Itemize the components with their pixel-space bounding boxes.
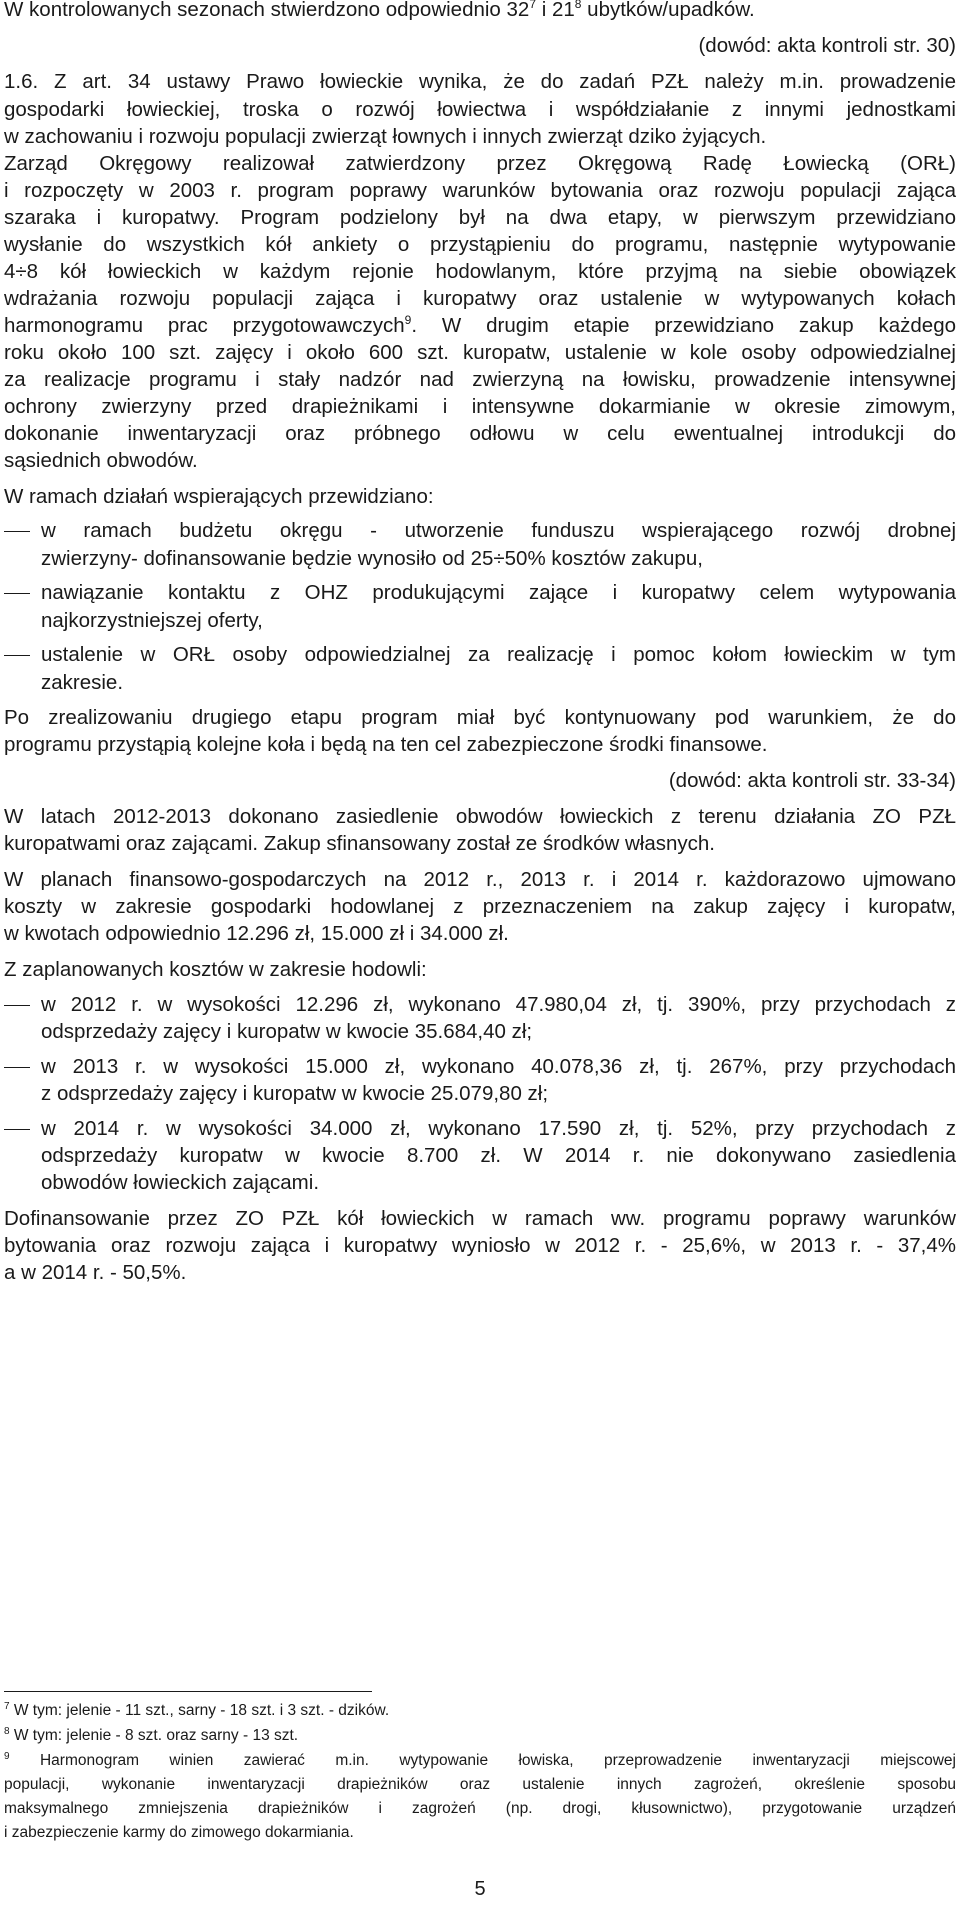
body-line: sąsiednich obwodów. <box>4 449 198 472</box>
list-item: odsprzedaży zajęcy i kuropatw w kwocie 35.684,40 zł; <box>41 1020 533 1043</box>
body-line: 4÷8 kół łowieckich w każdym rejonie hodowlanym, które przyjmą na siebie obowiązek <box>4 260 956 283</box>
body-line: wdrażania rozwoju populacji zająca i kuropatwy oraz ustalenie w wytypowanych kołach <box>4 287 956 310</box>
list-item: w ramach budżetu okręgu - utworzenie funduszu wspierającego rozwój drobnej <box>41 519 956 542</box>
body-line: W latach 2012-2013 dokonano zasiedlenie obwodów łowieckich z terenu działania ZO PZŁ <box>4 805 956 828</box>
body-line: bytowania oraz rozwoju zająca i kuropatwy wyniosło w 2012 r. - 25,6%, w 2013 r. - 37,4% <box>4 1234 956 1257</box>
footnote: $^9$ Harmonogram winien zawierać m.in. wytypowanie łowiska, przeprowadzenie inwentaryzacji miejscowej <box>4 1750 956 1769</box>
footnote-divider <box>4 1691 372 1692</box>
footnote-line: populacji, wykonanie inwentaryzacji drapieżników oraz ustalenie innych zagrożeń, określenie sposobu <box>4 1776 956 1793</box>
body-line: gospodarki łowieckiej, troska o rozwój łowiectwa i współdziałanie z innymi jednostkami <box>4 98 956 121</box>
list-item: nawiązanie kontaktu z OHZ produkującymi zające i kuropatwy celem wytypowania <box>41 581 956 604</box>
list-item: w 2013 r. w wysokości 15.000 zł, wykonano 40.078,36 zł, tj. 267%, przy przychodach <box>41 1055 956 1078</box>
body-line: Po zrealizowaniu drugiego etapu program miał być kontynuowany pod warunkiem, że do <box>4 706 956 729</box>
body-line: Z zaplanowanych kosztów w zakresie hodowli: <box>4 958 427 981</box>
list-item: w 2014 r. w wysokości 34.000 zł, wykonano 17.590 zł, tj. 52%, przy przychodach z <box>41 1117 956 1140</box>
evidence-reference: (dowód: akta kontroli str. 30) <box>698 34 956 57</box>
body-line: harmonogramu prac przygotowawczych$^9$. W drugim etapie przewidziano zakup każdego <box>4 313 956 337</box>
body-line: szaraka i kuropatwy. Program podzielony był na dwa etapy, w pierwszym przewidziano <box>4 206 956 229</box>
body-line: w kwotach odpowiednio 12.296 zł, 15.000 zł i 34.000 zł. <box>4 922 509 945</box>
footnote-line: i zabezpieczenie karmy do zimowego dokarmiania. <box>4 1824 354 1841</box>
body-line: i rozpoczęty w 2003 r. program poprawy warunków bytowania oraz rozwoju populacji zająca <box>4 179 956 202</box>
list-item: obwodów łowieckich zającami. <box>41 1171 320 1194</box>
dash-bullet-icon <box>4 655 30 656</box>
dash-bullet-icon <box>4 1129 30 1130</box>
body-line: programu przystąpią kolejne koła i będą na ten cel zabezpieczone środki finansowe. <box>4 733 768 756</box>
body-line: Dofinansowanie przez ZO PZŁ kół łowieckich w ramach ww. programu poprawy warunków <box>4 1207 956 1230</box>
footnote: $^7$ W tym: jelenie - 11 szt., sarny - 18 szt. i 3 szt. - dzików. <box>4 1700 390 1719</box>
section-heading-line: 1.6. Z art. 34 ustawy Prawo łowieckie wynika, że do zadań PZŁ należy m.in. prowadzenie <box>4 70 956 93</box>
footnote: $^8$ W tym: jelenie - 8 szt. oraz sarny - 13 szt. <box>4 1725 299 1744</box>
body-line: kuropatwami oraz zającami. Zakup sfinansowany został ze środków własnych. <box>4 832 715 855</box>
body-line: W planach finansowo-gospodarczych na 2012 r., 2013 r. i 2014 r. każdorazowo ujmowano <box>4 868 956 891</box>
list-item: zwierzyny- dofinansowanie będzie wynosiło od 25÷50% kosztów zakupu, <box>41 547 703 570</box>
footnote-ref: 7 <box>529 0 537 12</box>
body-line: koszty w zakresie gospodarki hodowlanej z przeznaczeniem na zakup zajęcy i kuropatw, <box>4 895 956 918</box>
list-item: z odsprzedaży zajęcy i kuropatw w kwocie 25.079,80 zł; <box>41 1082 549 1105</box>
body-line: a w 2014 r. - 50,5%. <box>4 1261 187 1284</box>
body-line: W kontrolowanych sezonach stwierdzono odpowiednio $32^7$ i $21^8$ ubytków/upadków. <box>4 0 956 23</box>
body-line: ochrony zwierzyny przed drapieżnikami i intensywne dokarmianie w okresie zimowym, <box>4 395 956 418</box>
list-item: ustalenie w ORŁ osoby odpowiedzialnej za realizację i pomoc kołom łowieckim w tym <box>41 643 956 666</box>
body-line: dokonanie inwentaryzacji oraz próbnego odłowu w celu ewentualnej introdukcji do <box>4 422 956 445</box>
dash-bullet-icon <box>4 1067 30 1068</box>
dash-bullet-icon <box>4 1005 30 1006</box>
list-item: w 2012 r. w wysokości 12.296 zł, wykonano 47.980,04 zł, tj. 390%, przy przychodach z <box>41 993 956 1016</box>
list-item: odsprzedaży kuropatw w kwocie 8.700 zł. W 2014 r. nie dokonywano zasiedlenia <box>41 1144 956 1167</box>
page-number: 5 <box>474 1878 486 1900</box>
body-line: w zachowaniu i rozwoju populacji zwierząt łownych i innych zwierząt dziko żyjących. <box>4 125 767 148</box>
dash-bullet-icon <box>4 531 30 532</box>
body-line: Zarząd Okręgowy realizował zatwierdzony przez Okręgową Radę Łowiecką (ORŁ) <box>4 152 956 175</box>
body-line: W ramach działań wspierających przewidziano: <box>4 485 434 508</box>
body-line: roku około 100 szt. zajęcy i około 600 szt. kuropatw, ustalenie w kole osoby odpowiedzialnej <box>4 341 956 364</box>
body-line: za realizacje programu i stały nadzór nad zwierzyną na łowisku, prowadzenie intensywnej <box>4 368 956 391</box>
evidence-reference: (dowód: akta kontroli str. 33-34) <box>668 769 956 792</box>
list-item: najkorzystniejszej oferty, <box>41 609 263 632</box>
dash-bullet-icon <box>4 593 30 594</box>
body-line: wysłanie do wszystkich kół ankiety o przystąpieniu do programu, następnie wytypowanie <box>4 233 956 256</box>
footnote-ref: 8 <box>574 0 582 12</box>
list-item: zakresie. <box>41 671 124 694</box>
footnote-ref: 9 <box>404 313 412 328</box>
footnote-line: maksymalnego zmniejszenia drapieżników i zagrożeń (np. drogi, kłusownictwo), przygotowanie urządzeń <box>4 1800 956 1817</box>
